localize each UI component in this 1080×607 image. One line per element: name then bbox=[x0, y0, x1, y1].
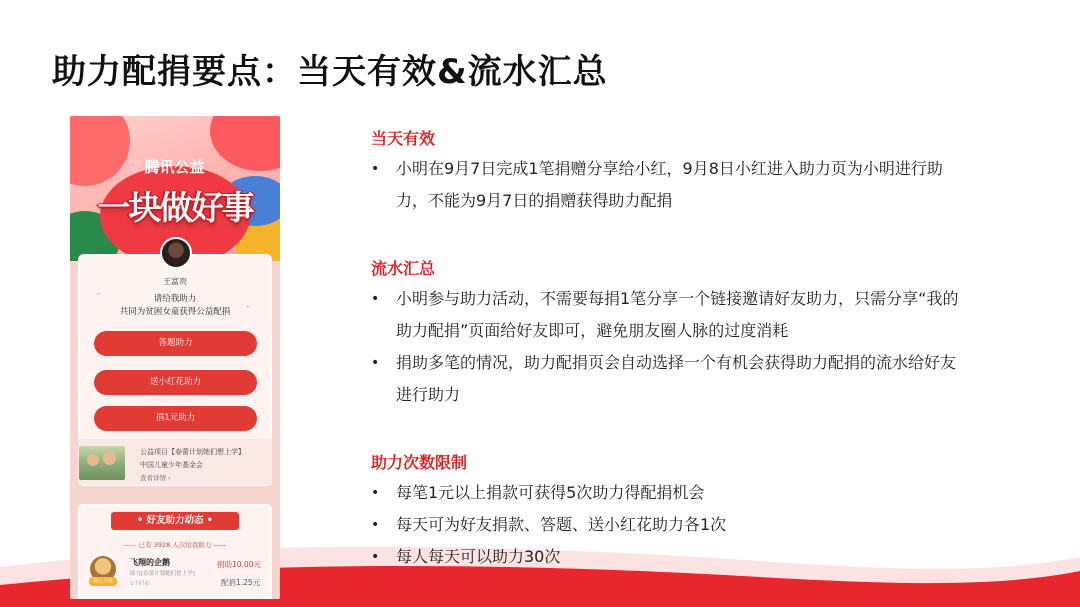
donor-avatar bbox=[160, 237, 192, 269]
feed-count: —— 已有 3928 人次给我助力 —— bbox=[123, 541, 227, 549]
donor-name: 王富贵 bbox=[163, 277, 187, 286]
quote-open-icon: “ bbox=[96, 292, 101, 302]
bullet-dot-icon: • bbox=[371, 485, 380, 501]
donate-one-yuan-button[interactable]: 捐1元助力 bbox=[94, 406, 257, 431]
send-flower-button[interactable]: 送小红花助力 bbox=[94, 370, 257, 395]
section-heading-same-day: 当天有效 bbox=[371, 129, 436, 148]
slide-title: 助力配捐要点：当天有效&流水汇总 bbox=[52, 52, 608, 92]
child-figure bbox=[103, 452, 116, 465]
bullet-item: • 每笔1元以上捐款可获得5次助力得配捐机会 bbox=[371, 477, 971, 509]
bullet-item: • 每人每天可以助力30次 bbox=[371, 541, 971, 573]
quote-close-icon: ” bbox=[246, 305, 251, 315]
answer-quiz-button[interactable]: 答题助力 bbox=[94, 331, 257, 356]
bullet-item: • 小明参与助力活动，不需要每捐1笔分享一个链接邀请好友助力，只需分享“我的助力配捐”页面给好友即可，避免朋友圈人脉的过度消耗 bbox=[371, 283, 971, 347]
bullet-dot-icon: • bbox=[371, 517, 380, 533]
match-amount: 配捐1.25元 bbox=[221, 578, 261, 587]
banner-heart-shape bbox=[70, 116, 130, 186]
heart-icon: ♡ bbox=[128, 158, 142, 176]
feed-title-tag: • 好友助力动态 • bbox=[111, 512, 239, 530]
donation-amount: 捐助10.00元 bbox=[217, 560, 261, 569]
campaign-slogan: 一块做好事 bbox=[97, 188, 253, 227]
project-title: 公益项目【春蕾计划她们想上学】 bbox=[140, 448, 245, 456]
bullet-item: • 捐助多笔的情况，助力配捐页会自动选择一个有机会获得助力配捐的流水给好友进行助力 bbox=[371, 347, 971, 411]
bullet-item: • 小明在9月7日完成1笔捐赠分享给小红，9月8日小红进入助力页为小明进行助力，不能为9月7日的捐赠获得助力配捐 bbox=[371, 153, 971, 217]
bullet-item: • 每天可为好友捐款、答题、送小红花助力各1次 bbox=[371, 509, 971, 541]
child-figure bbox=[87, 454, 99, 466]
view-details-link[interactable]: 查看详情 › bbox=[140, 474, 171, 482]
bullet-dot-icon: • bbox=[371, 161, 380, 177]
friend-action: 助力[春蕾计划她们想上学] bbox=[130, 571, 195, 577]
project-org: 中国儿童少年基金会 bbox=[140, 461, 203, 469]
bullet-dot-icon: • bbox=[371, 355, 380, 371]
project-thumbnail bbox=[79, 446, 125, 480]
phone-mockup bbox=[70, 116, 280, 599]
section-heading-aggregate: 流水汇总 bbox=[371, 259, 436, 278]
friend-name: 飞翔的企鹅 bbox=[130, 558, 170, 567]
section-heading-limit: 助力次数限制 bbox=[371, 453, 468, 472]
invite-text: 请给我助力 bbox=[153, 294, 197, 304]
bullet-dot-icon: • bbox=[371, 549, 380, 565]
bullet-dot-icon: • bbox=[371, 291, 380, 307]
friend-badge: 爱心大使 bbox=[89, 577, 117, 586]
invite-subtext: 共同为贫困女童获得公益配捐 bbox=[119, 307, 231, 317]
brand-logo: ♡ 腾讯公益 bbox=[128, 158, 205, 176]
banner-heart-shape bbox=[210, 116, 280, 171]
friend-time: 1小时前 bbox=[130, 581, 150, 587]
